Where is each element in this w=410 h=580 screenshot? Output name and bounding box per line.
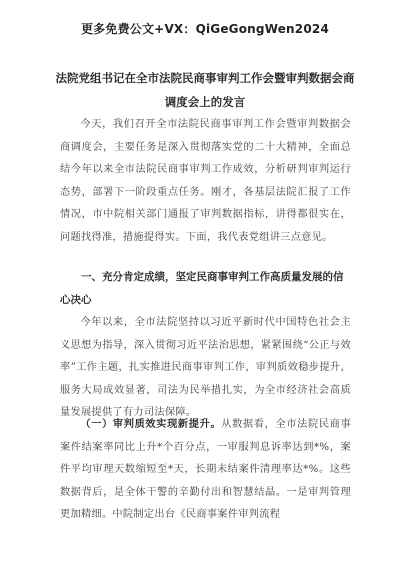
section-heading-1: 一、充分肯定成绩，坚定民商事审判工作高质量发展的信心决心 <box>60 271 344 306</box>
document-title: 法院党组书记在全市法院民商事审判工作会暨审判数据会商调度会上的发言 <box>55 71 355 109</box>
paragraph-lead: （一）审判质效实现新提升。 <box>80 419 222 430</box>
paragraph-quality-text: 从数据看，全市法院民商事案件结案率同比上升*个百分点，一审服判息诉率达到*%，案件平均审理天数缩短至*天，长期未结案件清理率达*%。这些数据背后，是全体干警的辛勤付出和智慧结晶。一是审判管理更加精细。中院制定出台《民商事案件审判流程 <box>60 419 351 521</box>
paragraph-quality <box>60 414 351 527</box>
watermark-header: 更多免费公文+VX：QiGeGongWen2024 <box>80 22 329 36</box>
paragraph-achievements: 今年以来，全市法院坚持以习近平新时代中国特色社会主义思想为指导，深入贯彻习近平法治思想，紧紧围绕“公正与效率”工作主题，扎实推进民商事审判工作，审判质效稳步提升，服务大局成效显著，司法为民举措扎实，为全市经济社会高质量发展提供了有力司法保障。 <box>60 317 351 419</box>
paragraph-intro: 今天，我们召开全市法院民商事审判工作会暨审判数据会商调度会，主要任务是深入贯彻落实党的二十大精神，全面总结今年以来全市法院民商事审判工作成效，分析研判审判运行态势，部署下一阶段重点任务。刚才，各基层法院汇报了工作情况，市中院相关部门通报了审判数据指标，讲得都很实在，问题找得准，措施提得实。下面，我代表党组讲三点意见。 <box>60 119 351 243</box>
